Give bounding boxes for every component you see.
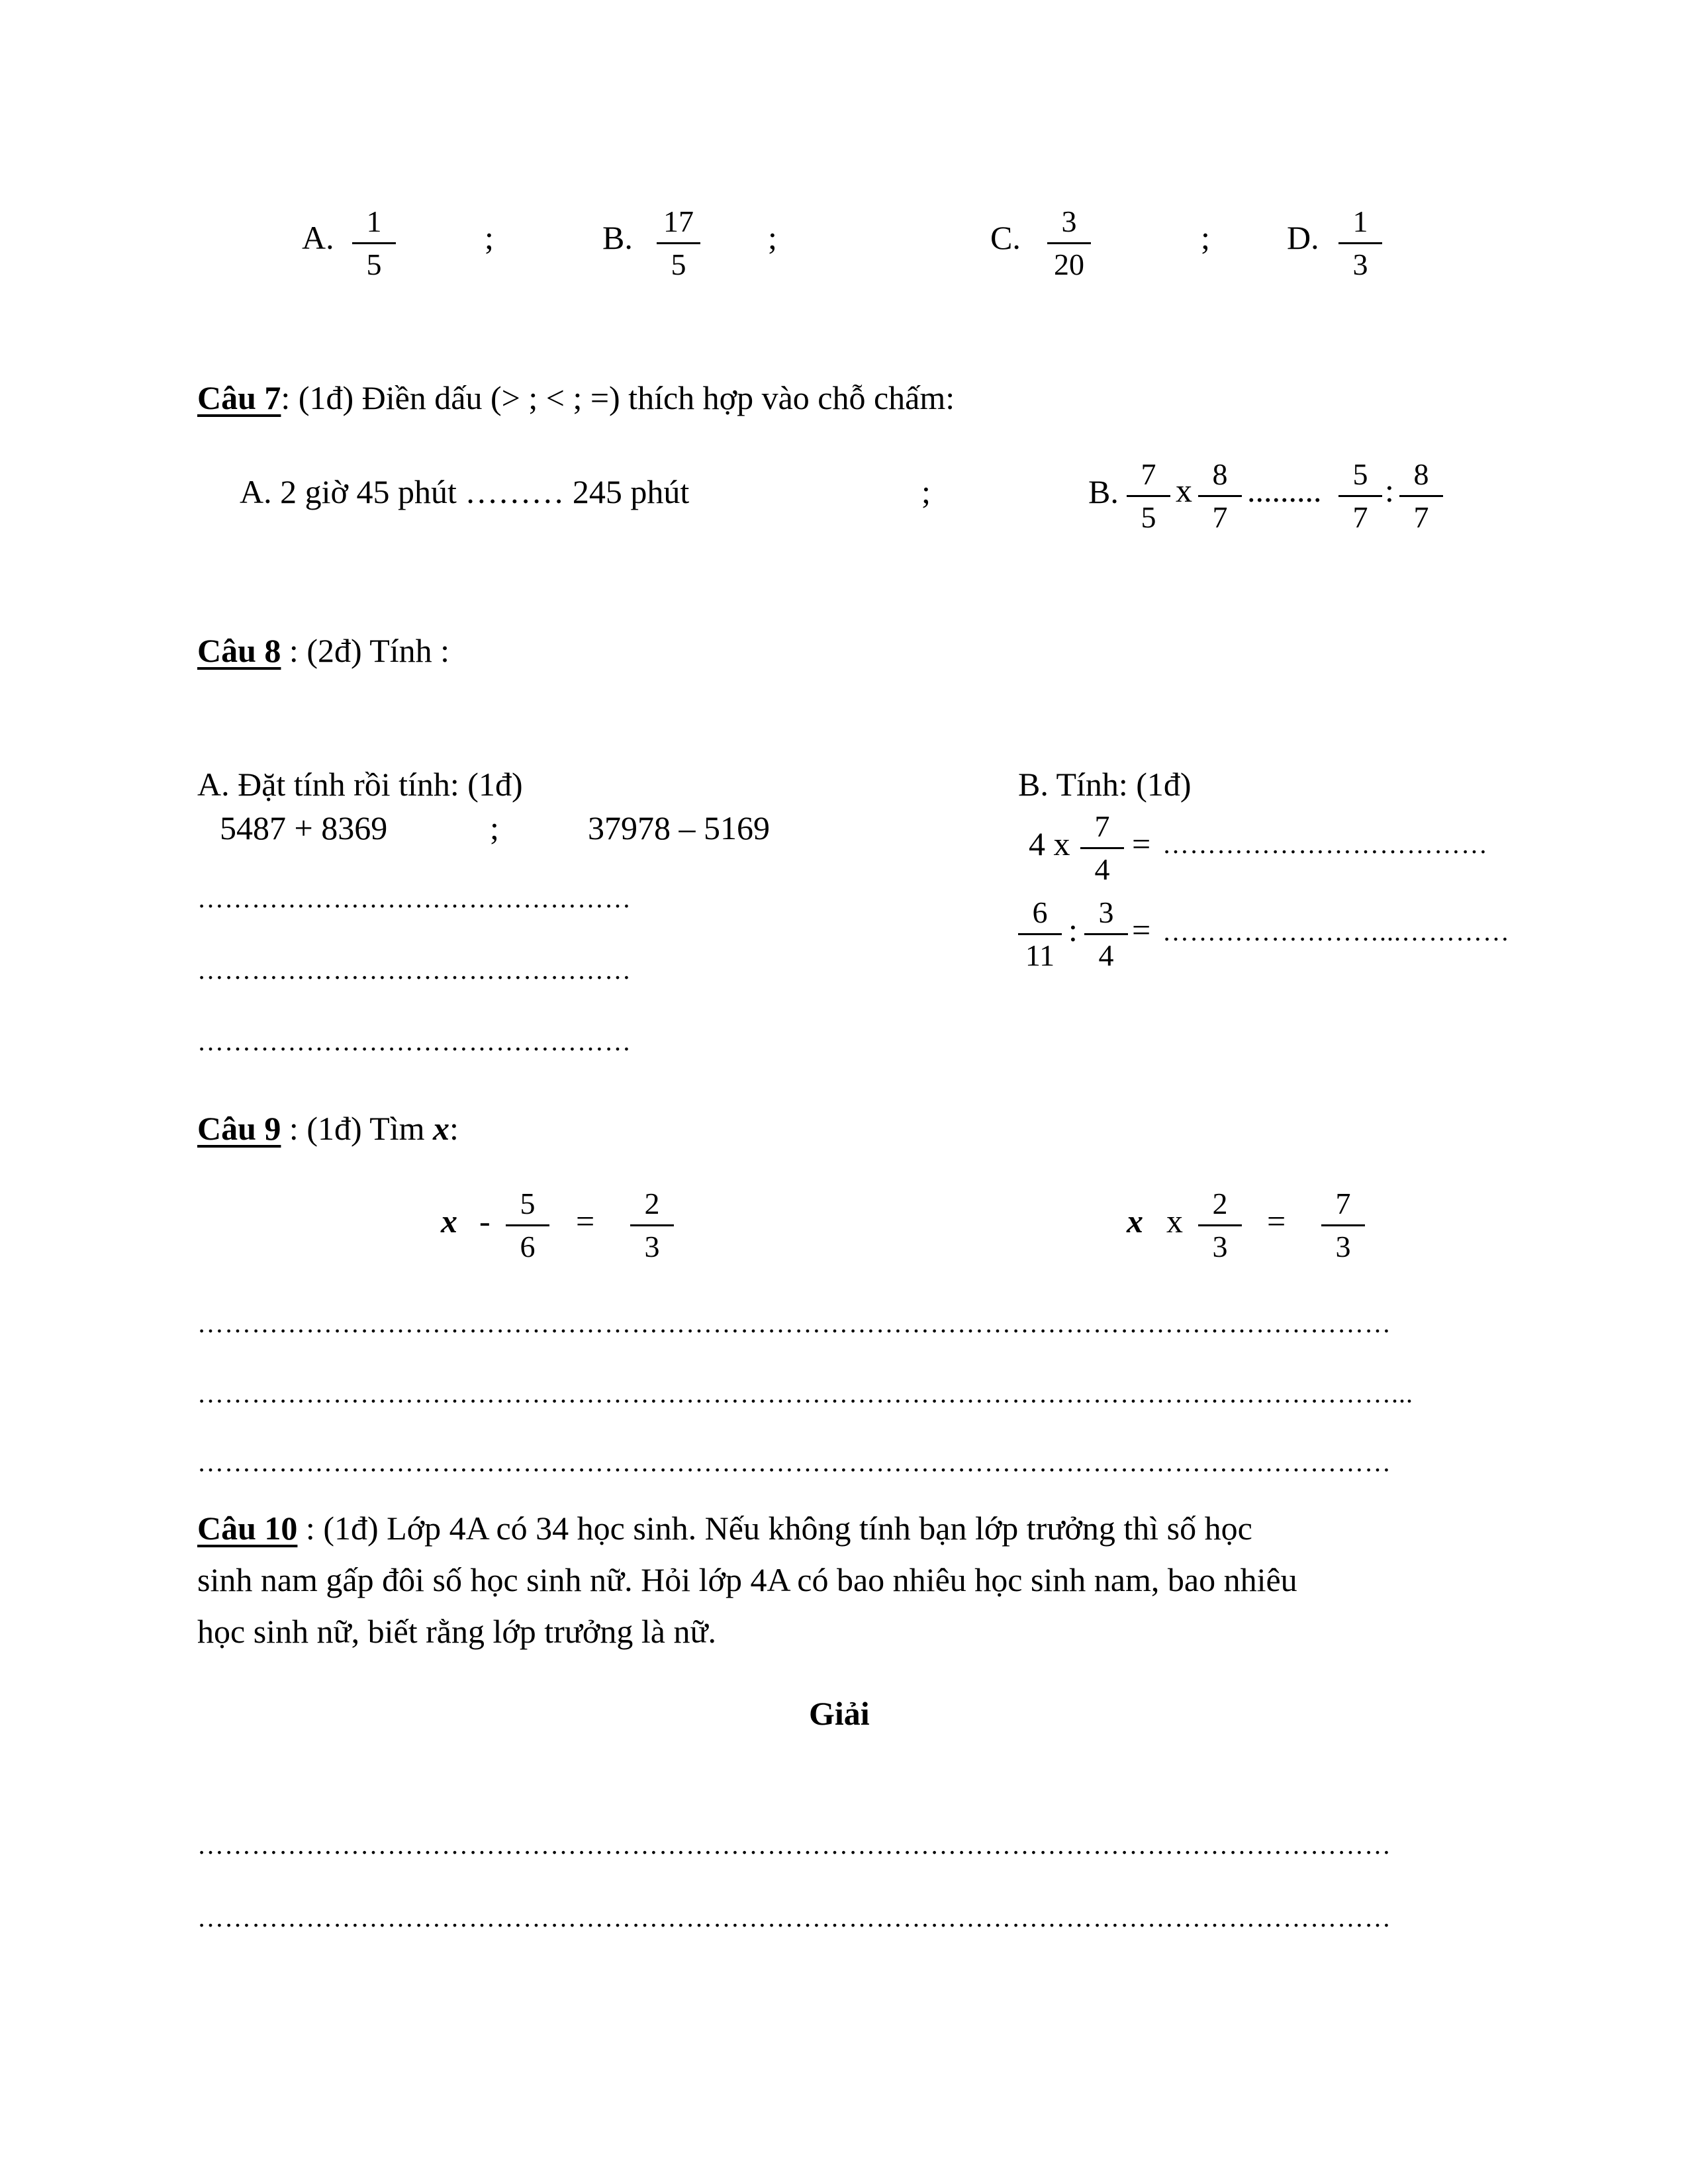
separator: ; — [1201, 219, 1210, 256]
equals-sign: = — [1132, 825, 1151, 862]
minus-sign: - — [479, 1203, 491, 1240]
equals-sign: = — [576, 1203, 595, 1240]
question-8-heading — [197, 634, 449, 667]
answer-line[interactable]: …………………………………………………………………………………………………………………… — [197, 1449, 1391, 1476]
variable-x: x — [433, 1110, 450, 1147]
expression-b2-fraction-1: 6 11 — [1010, 895, 1070, 974]
option-a-fraction: 1 5 — [344, 204, 404, 283]
question-8-part-a-title: A. Đặt tính rồi tính: (1đ) — [197, 766, 523, 803]
divide-sign: : — [1385, 472, 1394, 509]
question-7-text: : (1đ) Điền dấu (> ; < ; =) thích hợp vào chỗ chấm: — [281, 379, 955, 416]
option-b-fraction: 17 5 — [649, 204, 708, 283]
question-7-fraction-4: 8 7 — [1391, 457, 1451, 535]
question-7-part-b-label: B. — [1088, 473, 1119, 510]
expression-1: 5487 + 8369 — [220, 809, 388, 846]
question-9-heading — [197, 1112, 459, 1145]
question-7-label: Câu 7 — [197, 379, 281, 416]
question-8-part-b-title: B. Tính: (1đ) — [1018, 766, 1192, 803]
equation-1-fraction: 5 6 — [498, 1186, 557, 1265]
question-8-label: Câu 8 — [197, 632, 281, 669]
question-7-fraction-2: 8 7 — [1190, 457, 1250, 535]
variable-x: x — [1127, 1203, 1143, 1240]
equals-sign: = — [1132, 911, 1151, 948]
expression-b2-fraction-2: 3 4 — [1076, 895, 1136, 974]
question-7-fraction-1: 7 5 — [1119, 457, 1178, 535]
option-d-fraction: 1 3 — [1331, 204, 1390, 283]
option-b-label: B. — [602, 219, 633, 256]
question-10-label: Câu 10 — [197, 1510, 298, 1547]
solution-heading: Giải — [809, 1695, 870, 1732]
multiply-sign: x — [1176, 472, 1192, 509]
separator: ; — [490, 809, 499, 846]
equation-1-result-fraction: 2 3 — [622, 1186, 682, 1265]
expression-b1-fraction: 7 4 — [1072, 809, 1132, 887]
question-7-heading — [197, 381, 955, 414]
question-10-line-3: học sinh nữ, biết rằng lớp trưởng là nữ. — [197, 1613, 717, 1650]
question-7-part-a: A. 2 giờ 45 phút ……… 245 phút — [240, 473, 690, 510]
equation-2-result-fraction: 7 3 — [1313, 1186, 1373, 1265]
multiply-sign: x — [1166, 1203, 1183, 1240]
answer-line[interactable]: ……………………………… — [1162, 831, 1488, 858]
separator: ; — [768, 219, 777, 256]
separator: ; — [921, 473, 931, 510]
answer-line[interactable]: …………………………………………………………………………………………………………………… — [197, 1905, 1391, 1931]
option-c-label: C. — [990, 219, 1021, 256]
answer-line[interactable]: …………………………………………………………………………………………………………………… — [197, 1832, 1391, 1858]
question-9-colon: : — [449, 1110, 459, 1147]
question-7-fraction-3: 5 7 — [1331, 457, 1390, 535]
answer-line[interactable]: ………………………………………… — [197, 886, 632, 912]
answer-line[interactable]: …………………………………………………………………………………………………………………… — [197, 1310, 1391, 1337]
equation-2-fraction: 2 3 — [1190, 1186, 1250, 1265]
divide-sign: : — [1068, 911, 1078, 948]
answer-line[interactable]: ………………………………………… — [197, 957, 632, 983]
answer-line[interactable]: ………………………………………… — [197, 1028, 632, 1055]
question-8-text: : (2đ) Tính : — [281, 632, 450, 669]
question-9-label: Câu 9 — [197, 1110, 281, 1147]
option-c-fraction: 3 20 — [1039, 204, 1099, 283]
separator: ; — [485, 219, 494, 256]
expression-b1-prefix: 4 x — [1029, 825, 1070, 862]
question-10-text: : (1đ) Lớp 4A có 34 học sinh. Nếu không tính bạn lớp trưởng thì số học — [297, 1510, 1252, 1547]
option-a-label: A. — [302, 219, 334, 256]
equals-sign: = — [1267, 1203, 1286, 1240]
answer-line[interactable]: ……………………...………… — [1162, 919, 1510, 945]
question-9-text: : (1đ) Tìm — [281, 1110, 434, 1147]
answer-line[interactable]: ……………………………………………………………………………………………………………………... — [197, 1381, 1413, 1407]
expression-2: 37978 – 5169 — [588, 809, 770, 846]
comparison-blank[interactable]: ......... — [1247, 472, 1322, 509]
question-10-line-2: sinh nam gấp đôi số học sinh nữ. Hỏi lớp 4A có bao nhiêu học sinh nam, bao nhiêu — [197, 1561, 1297, 1598]
variable-x: x — [441, 1203, 457, 1240]
option-d-label: D. — [1287, 219, 1319, 256]
question-10-line-1 — [197, 1512, 1252, 1545]
